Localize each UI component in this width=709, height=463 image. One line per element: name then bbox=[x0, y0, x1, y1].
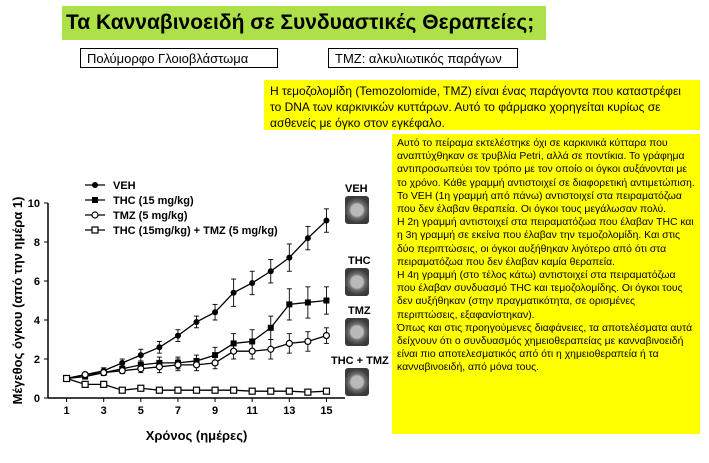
data-point bbox=[194, 319, 200, 325]
legend-marker bbox=[92, 197, 98, 203]
x-tick-label: 15 bbox=[320, 405, 333, 417]
petri-label-tmz: TMZ bbox=[348, 305, 371, 317]
data-point bbox=[249, 280, 255, 286]
x-tick-label: 9 bbox=[212, 405, 219, 417]
x-tick-label: 1 bbox=[63, 405, 70, 417]
slide-title: Τα Κανναβινοειδή σε Συνδυαστικές Θεραπείες; bbox=[62, 6, 546, 40]
explanation-paragraph: Το VEH (1η γραμμή από πάνω) αντιστοιχεί στα πειραματόζωα που δεν έλαβαν θεραπεία. Οι όγκοι τους μεγάλωσαν πολύ. bbox=[397, 190, 682, 216]
data-point bbox=[101, 381, 107, 387]
y-tick-label: 4 bbox=[33, 315, 40, 327]
data-point bbox=[323, 218, 329, 224]
petri-label-veh: VEH bbox=[345, 183, 368, 195]
petri-dish-image-combo bbox=[345, 368, 369, 396]
data-point bbox=[212, 360, 218, 366]
x-tick-label: 5 bbox=[137, 405, 144, 417]
data-point bbox=[268, 388, 274, 394]
data-point bbox=[286, 388, 292, 394]
data-point bbox=[305, 299, 311, 305]
legend-label: THC (15 mg/kg) bbox=[113, 195, 194, 207]
explanation-paragraph: Η 4η γραμμή (στο τέλος κάτω) αντιστοιχεί στα πειραματόζωα που έλαβαν συνδυασμό THC και τεμοζολομίδης. Οι όγκοι τους δεν αυξήθηκαν (στην πραγματικότητα, σε ορισμένες περιπτώσεις, εξαφανίστηκαν). bbox=[397, 270, 683, 321]
legend-label: THC (15mg/kg) + TMZ (5 mg/kg) bbox=[113, 225, 278, 237]
data-point bbox=[156, 387, 162, 393]
data-point bbox=[194, 362, 200, 368]
legend-marker bbox=[92, 227, 98, 233]
explanation-paragraph: Όπως και στις προηγούμενες διαφάνειες, τα αποτελέσματα αυτά δείχνουν ότι ο συνδυασμός χημειοθεραπείας με κανναβινοειδή είναι πιο αποτελεσματικός από ότι η χημειοθεραπεία ή τα κανναβινοειδή, από μόνα τους. bbox=[397, 322, 693, 374]
x-tick-label: 13 bbox=[283, 405, 296, 417]
data-point bbox=[323, 388, 329, 394]
data-point bbox=[286, 340, 292, 346]
explanation-paragraph: Αυτό το πείραμα εκτελέστηκε όχι σε καρκινικά κύτταρα που αναπτύχθηκαν σε τρυβλία Petri, αλλά σε ποντίκια. Το γράφημα αντιπροσωπεύει τον τρόπο με τον οποίο οι όγκοι αυξάνονται με το χρόνο. Κάθε γραμμή αντιστοιχεί σε διαφορετική αντιμετώπιση. bbox=[397, 138, 695, 189]
data-point bbox=[286, 255, 292, 261]
data-point bbox=[305, 389, 311, 395]
data-point bbox=[82, 372, 88, 378]
petri-dish-image-veh bbox=[345, 196, 369, 224]
data-point bbox=[194, 387, 200, 393]
data-point bbox=[231, 290, 237, 296]
petri-label-thc: THC bbox=[348, 255, 371, 267]
y-tick-label: 2 bbox=[33, 354, 40, 366]
data-point bbox=[156, 344, 162, 350]
data-point bbox=[212, 387, 218, 393]
data-point bbox=[64, 376, 70, 382]
y-tick-label: 8 bbox=[33, 237, 40, 249]
intro-textbox: Η τεμοζολομίδη (Temozolomide, TMZ) είναι ένας παράγοντα που καταστρέφει το DNA των καρκινικών κυττάρων. Αυτό το φάρμακο χορηγείται κυρίως σε ασθενείς με όγκο στον εγκέφαλο. bbox=[264, 80, 700, 130]
x-tick-label: 3 bbox=[100, 405, 107, 417]
data-point bbox=[305, 235, 311, 241]
disease-label: Πολύμορφο Γλοιοβλάστωμα bbox=[80, 48, 278, 68]
data-point bbox=[286, 301, 292, 307]
legend-label: TMZ (5 mg/kg) bbox=[113, 210, 188, 222]
data-point bbox=[249, 388, 255, 394]
data-point bbox=[268, 325, 274, 331]
data-point bbox=[82, 381, 88, 387]
petri-dish-image-tmz bbox=[345, 318, 369, 346]
x-tick-label: 7 bbox=[174, 405, 181, 417]
y-tick-label: 10 bbox=[27, 198, 40, 210]
data-point bbox=[268, 268, 274, 274]
data-point bbox=[212, 309, 218, 315]
y-tick-label: 6 bbox=[33, 276, 40, 288]
explanation-paragraph: Η 2η γραμμή αντιστοιχεί στα πειραματόζωα που έλαβαν THC και η 3η γραμμή σε εκείνα που έλαβαν την τεμοζολομίδη. Και στις δύο περιπτώσεις, οι όγκοι αυξήθηκαν λιγότερο από ότι στα πειραματόζωα που δεν έλαβαν καμία θεραπεία. bbox=[397, 217, 694, 268]
data-point bbox=[175, 333, 181, 339]
legend-marker bbox=[92, 182, 98, 188]
data-point bbox=[175, 362, 181, 368]
data-point bbox=[305, 338, 311, 344]
petri-dish-image-thc bbox=[345, 268, 369, 296]
data-point bbox=[138, 385, 144, 391]
x-tick-label: 11 bbox=[246, 405, 259, 417]
data-point bbox=[156, 364, 162, 370]
data-point bbox=[175, 387, 181, 393]
legend-marker bbox=[92, 212, 98, 218]
petri-label-combo: THC + TMZ bbox=[331, 355, 389, 367]
legend-label: VEH bbox=[113, 180, 136, 192]
data-point bbox=[101, 370, 107, 376]
tumor-growth-chart bbox=[0, 165, 392, 450]
data-point bbox=[138, 366, 144, 372]
x-axis-label: Χρόνος (ημέρες) bbox=[145, 428, 248, 443]
y-tick-label: 0 bbox=[33, 393, 40, 405]
data-point bbox=[138, 352, 144, 358]
data-point bbox=[268, 346, 274, 352]
data-point bbox=[119, 387, 125, 393]
data-point bbox=[119, 368, 125, 374]
data-point bbox=[323, 298, 329, 304]
data-point bbox=[231, 387, 237, 393]
y-axis-label: Μέγεθος όγκου (από την ημέρα 1) bbox=[10, 196, 25, 405]
tmz-label: TMZ: αλκυλιωτικός παράγων bbox=[328, 48, 518, 68]
data-point bbox=[323, 333, 329, 339]
explanation-textbox bbox=[392, 134, 700, 434]
data-point bbox=[249, 348, 255, 354]
data-point bbox=[231, 348, 237, 354]
